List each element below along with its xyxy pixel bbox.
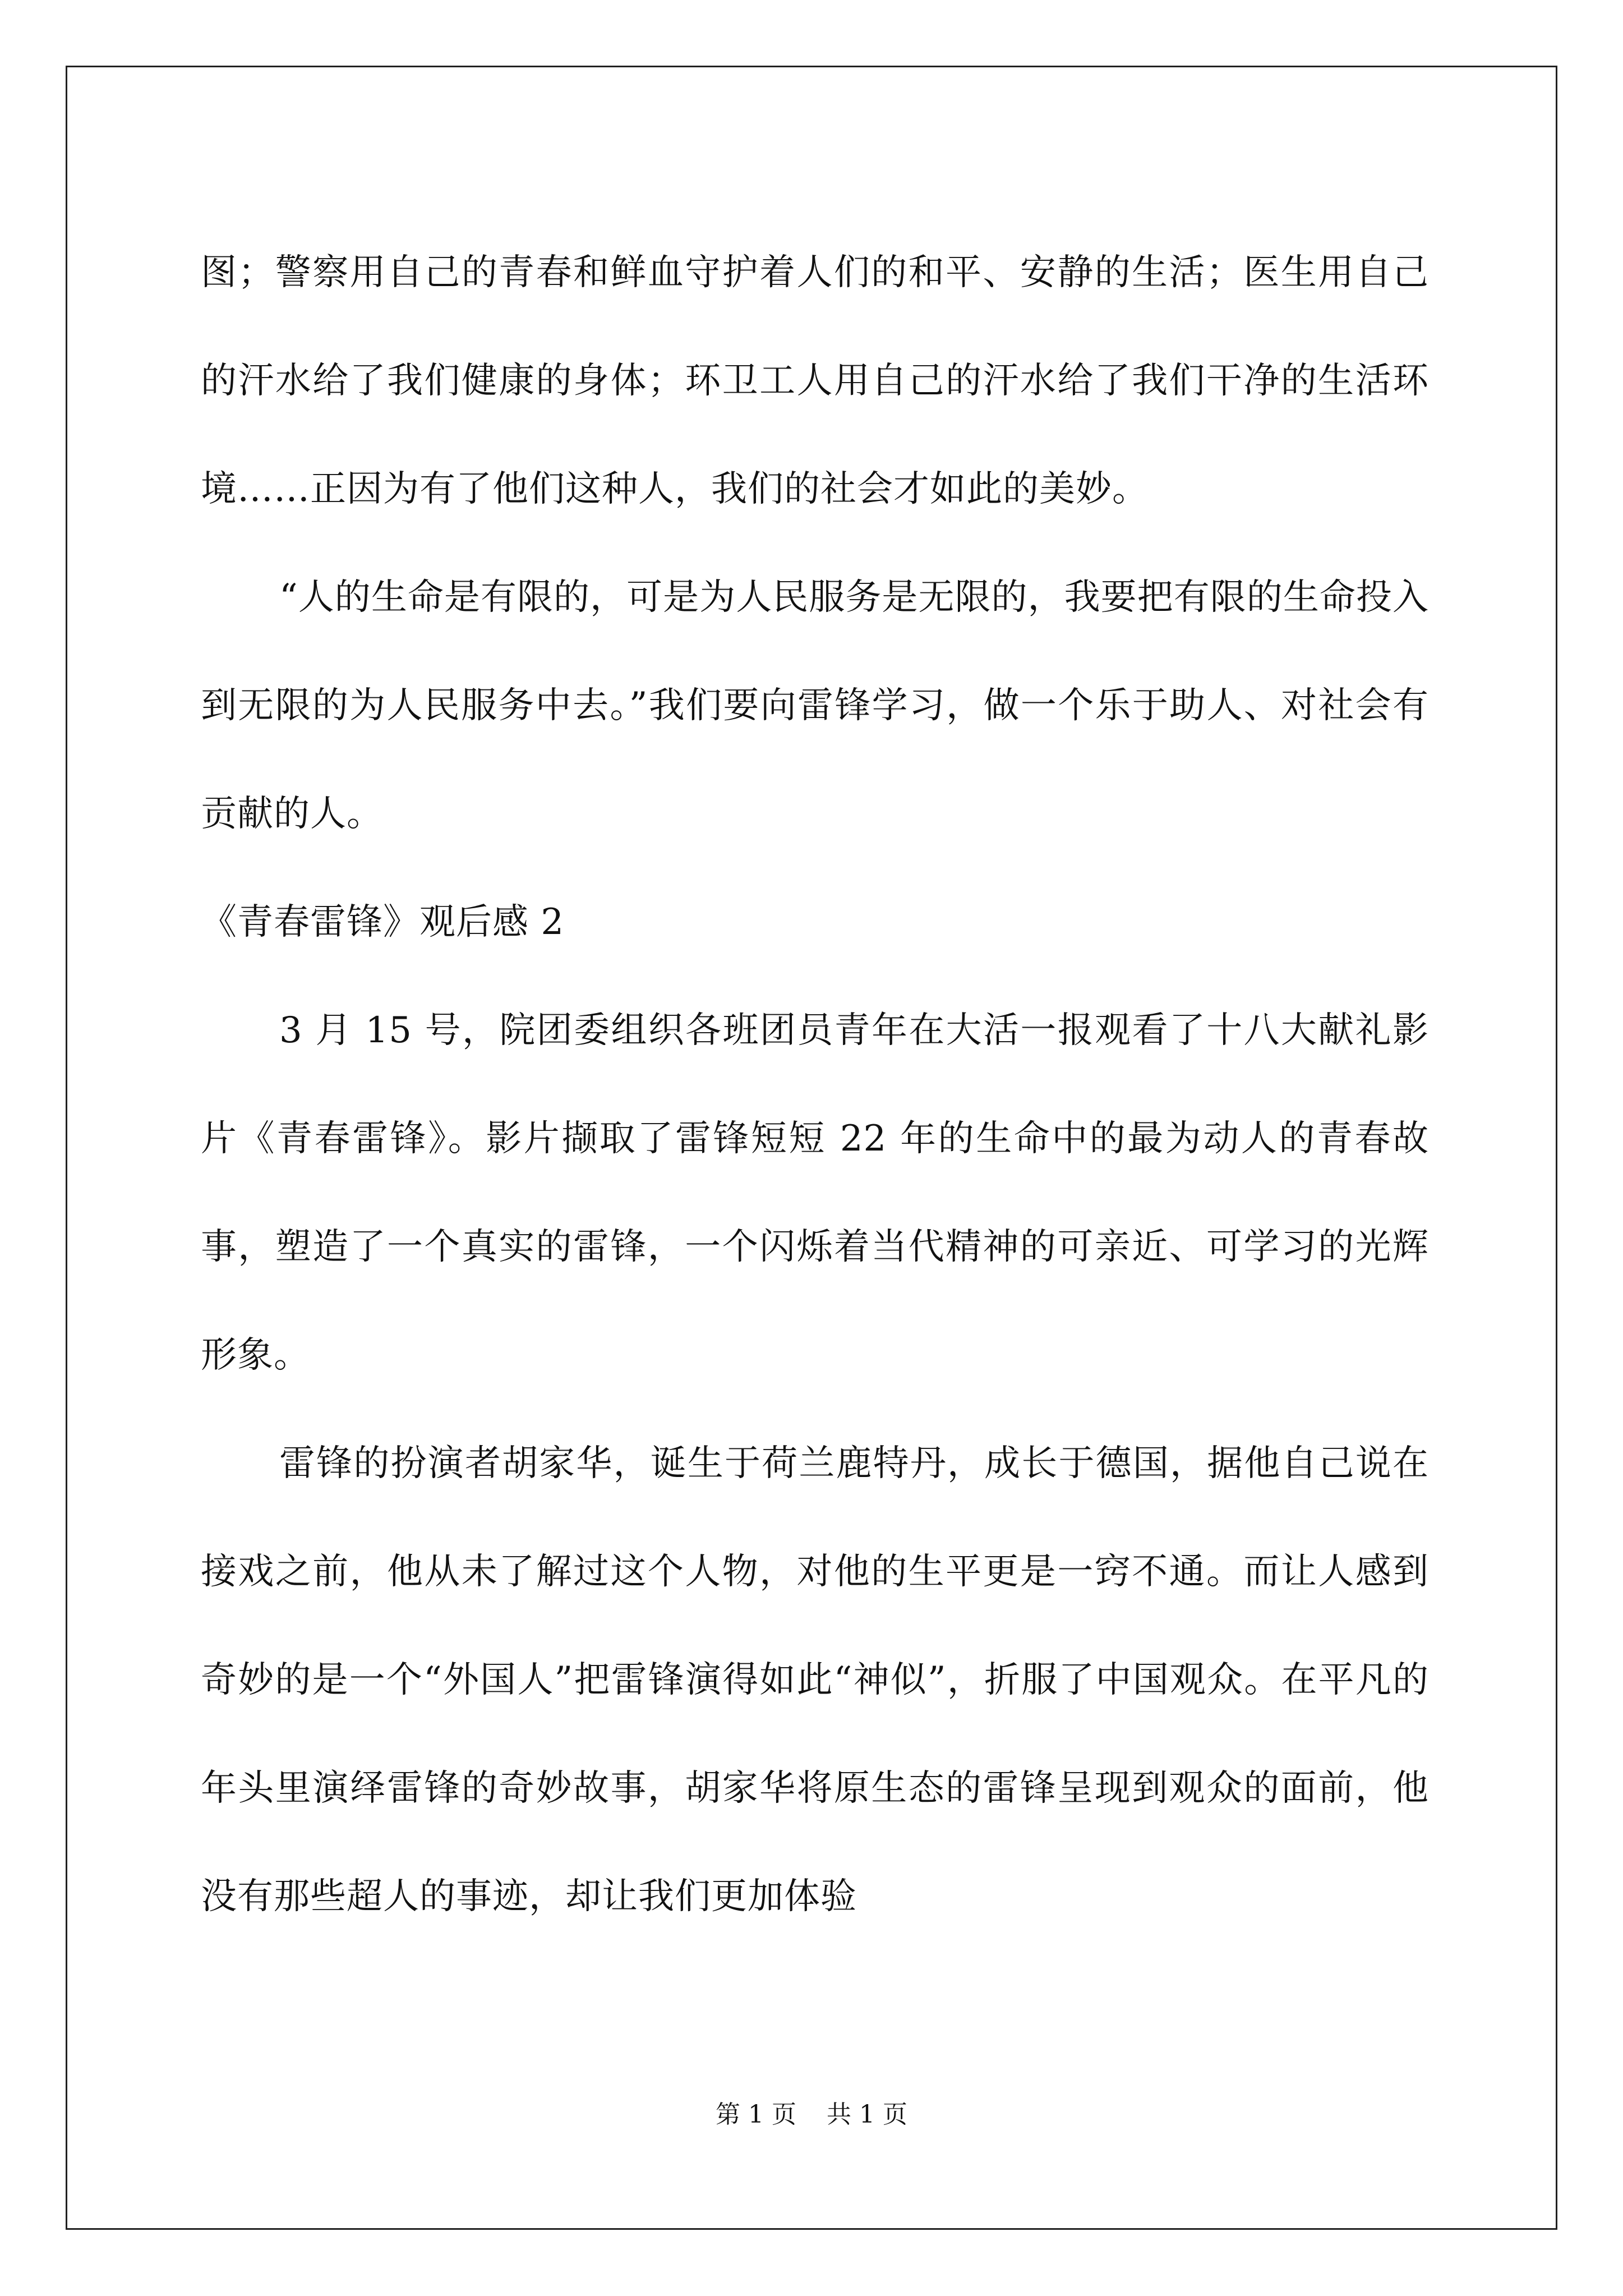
page-total: 共 1 页 (827, 2100, 907, 2129)
paragraph-3: 3 月 15 号，院团委组织各班团员青年在大活一报观看了十八大献礼影片《青春雷锋》。影片撷取了雷锋短短 22 年的生命中的最为动人的青春故事，塑造了一个真实的雷锋，一个闪烁着当代精神的可亲近、可学习的光辉形象。 (201, 1010, 1429, 1376)
paragraph-4: 雷锋的扮演者胡家华，诞生于荷兰鹿特丹，成长于德国，据他自己说在接戏之前，他从未了解过这个人物，对他的生平更是一窍不通。而让人感到奇妙的是一个“外国人”把雷锋演得如此“神似”，折服了中国观众。在平凡的年头里演绎雷锋的奇妙故事，胡家华将原生态的雷锋呈现到观众的面前，他没有那些超人的事迹，却让我们更加体验 (201, 1443, 1429, 1917)
page-number: 第 1 页 (716, 2100, 796, 2129)
paragraph-2: “人的生命是有限的，可是为人民服务是无限的，我要把有限的生命投入到无限的为人民服务中去。”我们要向雷锋学习，做一个乐于助人、对社会有贡献的人。 (201, 577, 1429, 835)
page-footer (0, 2098, 1623, 2132)
section-heading: 《青春雷锋》观后感 2 (201, 901, 565, 943)
paragraph-1: 图；警察用自己的青春和鲜血守护着人们的和平、安静的生活；医生用自己的汗水给了我们健康的身体；环卫工人用自己的汗水给了我们干净的生活环境……正因为有了他们这种人，我们的社会才如此的美妙。 (201, 252, 1429, 510)
document-body (201, 219, 1429, 1951)
